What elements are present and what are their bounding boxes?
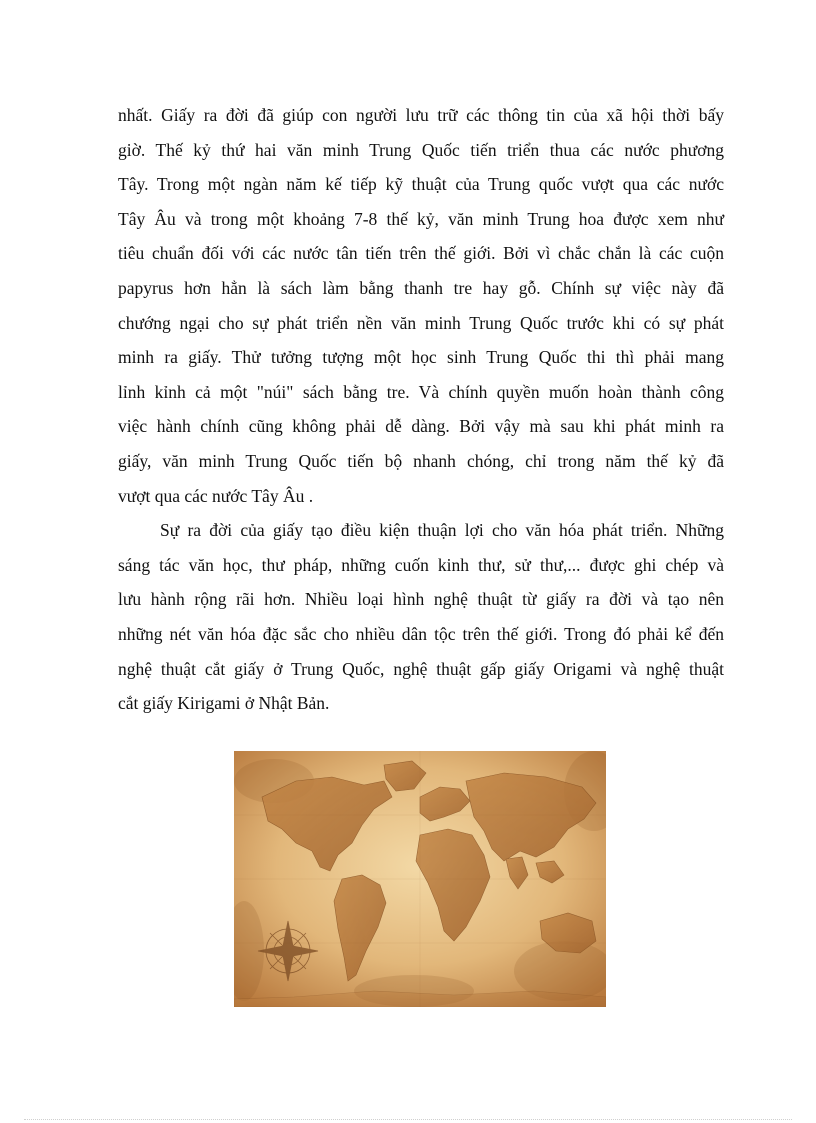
- paragraph-2-line: lưu hành rộng rãi hơn. Nhiều loại hình nghệ thuật từ giấy ra đời và tạo nên: [118, 589, 724, 610]
- paragraph-2-line: Sự ra đời của giấy tạo điều kiện thuận lợi cho văn hóa phát triển. Những: [160, 520, 724, 541]
- paragraph-1-line: minh ra giấy. Thử tưởng tượng một học sinh Trung Quốc thi thì phải mang: [118, 347, 724, 368]
- paragraph-1-line: papyrus hơn hẳn là sách làm bằng thanh tre hay gỗ. Chính sự việc này đã: [118, 277, 724, 298]
- paragraph-1-line: vượt qua các nước Tây Âu .: [118, 485, 314, 506]
- paragraph-1-line: lỉnh kỉnh cả một "núi" sách bằng tre. Và chính quyền muốn hoàn thành công: [118, 381, 724, 402]
- paragraph-1-line: việc hành chính cũng không phải dễ dàng. Bởi vậy mà sau khi phát minh ra: [118, 416, 724, 437]
- paragraph-2-line: cắt giấy Kirigami ở Nhật Bản.: [118, 693, 330, 714]
- paragraph-2-line: nghệ thuật cắt giấy ở Trung Quốc, nghệ thuật gấp giấy Origami và nghệ thuật: [118, 658, 724, 679]
- paragraph-1-line: giấy, văn minh Trung Quốc tiến bộ nhanh chóng, chỉ trong năm thế kỷ đã: [118, 450, 724, 471]
- paragraph-1-line: Tây Âu và trong một khoảng 7-8 thế kỷ, văn minh Trung hoa được xem như: [118, 208, 724, 229]
- body-text: [118, 98, 724, 721]
- paragraph-1-line: Tây. Trong một ngàn năm kế tiếp kỹ thuật của Trung quốc vượt qua các nước: [118, 174, 724, 195]
- paragraph-1-line: chướng ngại cho sự phát triển nền văn minh Trung Quốc trước khi có sự phát: [118, 312, 724, 333]
- world-map-figure: [234, 751, 606, 1007]
- paragraph-2-line: những nét văn hóa đặc sắc cho nhiều dân tộc trên thế giới. Trong đó phải kể đến: [118, 623, 724, 644]
- paragraph-2-line: sáng tác văn học, thư pháp, những cuốn kinh thư, sử thư,... được ghi chép và: [118, 554, 724, 575]
- paragraph-1-line: giờ. Thế kỷ thứ hai văn minh Trung Quốc tiến triển thua các nước phương: [118, 139, 724, 160]
- page-bottom-border: [24, 1119, 792, 1120]
- paragraph-1-line: tiêu chuẩn đối với các nước tân tiến trên thế giới. Bởi vì chắc chắn là các cuộn: [118, 243, 724, 264]
- antique-world-map-image: [234, 751, 606, 1007]
- paragraph-1-line: nhất. Giấy ra đời đã giúp con người lưu trữ các thông tin của xã hội thời bấy: [118, 105, 724, 125]
